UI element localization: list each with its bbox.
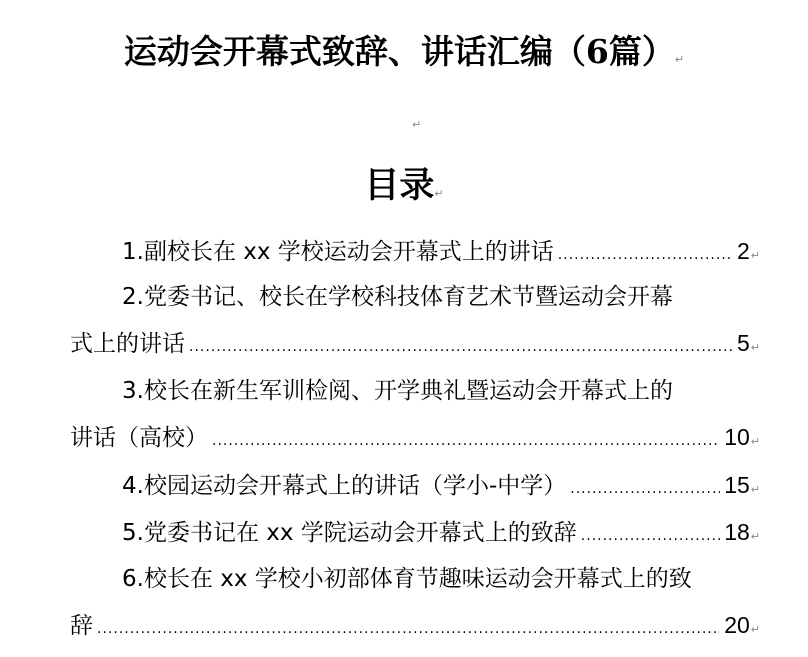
paragraph-mark-icon: ↵	[750, 341, 760, 354]
toc-entry-title-cont: 讲话（高校）	[70, 425, 208, 451]
toc-entry-3-line-2[interactable]	[70, 414, 760, 460]
toc-entry-6-line-1[interactable]	[70, 556, 760, 602]
toc-entry-title: 3.校长在新生军训检阅、开学典礼暨运动会开幕式上的	[122, 378, 673, 404]
toc-entry-title-cont: 式上的讲话	[70, 331, 185, 357]
toc-entry-title: 2.党委书记、校长在学校科技体育艺术节暨运动会开幕	[122, 284, 673, 310]
toc-entry-title: 1.副校长在 xx 学校运动会开幕式上的讲话	[122, 239, 554, 265]
toc-entry-title-cont: 辞	[70, 613, 93, 639]
paragraph-mark-icon: ↵	[750, 435, 760, 448]
toc-page-number: 20	[724, 612, 750, 638]
paragraph-mark-icon: ↵	[674, 53, 685, 66]
toc-entry-5[interactable]	[70, 509, 760, 555]
toc-page-number: 15	[724, 472, 750, 498]
paragraph-mark-icon: ↵	[750, 483, 760, 496]
toc-entry-2-line-1[interactable]	[70, 274, 760, 320]
toc-leader-dots	[558, 232, 733, 278]
paragraph-mark-icon: ↵	[750, 249, 760, 262]
toc-leader-dots	[212, 418, 720, 464]
toc-entry-3-line-1[interactable]	[70, 368, 760, 414]
toc-entry-1[interactable]	[70, 228, 760, 274]
toc-page-number: 2	[736, 238, 750, 264]
toc-page-number: 5	[736, 330, 750, 356]
toc-page-number: 18	[724, 519, 750, 545]
paragraph-mark-icon: ↵	[434, 187, 444, 200]
toc-entry-title: 6.校长在 xx 学校小初部体育节趣味运动会开幕式上的致	[122, 566, 692, 592]
toc-entry-4[interactable]	[70, 462, 760, 508]
toc-leader-dots	[97, 606, 720, 652]
paragraph-mark-icon: ↵	[750, 623, 760, 636]
toc-leader-dots	[581, 513, 720, 559]
paragraph-mark-icon: ↵	[750, 530, 760, 543]
toc-heading: 目录↵	[364, 165, 444, 206]
document-title: 运动会开幕式致辞、讲话汇编（6篇）↵	[123, 32, 685, 71]
toc-entry-2-line-2[interactable]	[70, 320, 760, 366]
toc-entry-title: 4.校园运动会开幕式上的讲话（学小-中学）	[122, 473, 567, 499]
toc-leader-dots	[570, 466, 720, 512]
toc-leader-dots	[189, 324, 733, 370]
toc-entry-title: 5.党委书记在 xx 学院运动会开幕式上的致辞	[122, 520, 577, 546]
toc-entry-6-line-2[interactable]	[70, 602, 760, 648]
paragraph-mark-icon: ↵	[412, 118, 422, 131]
toc-page-number: 10	[724, 424, 750, 450]
